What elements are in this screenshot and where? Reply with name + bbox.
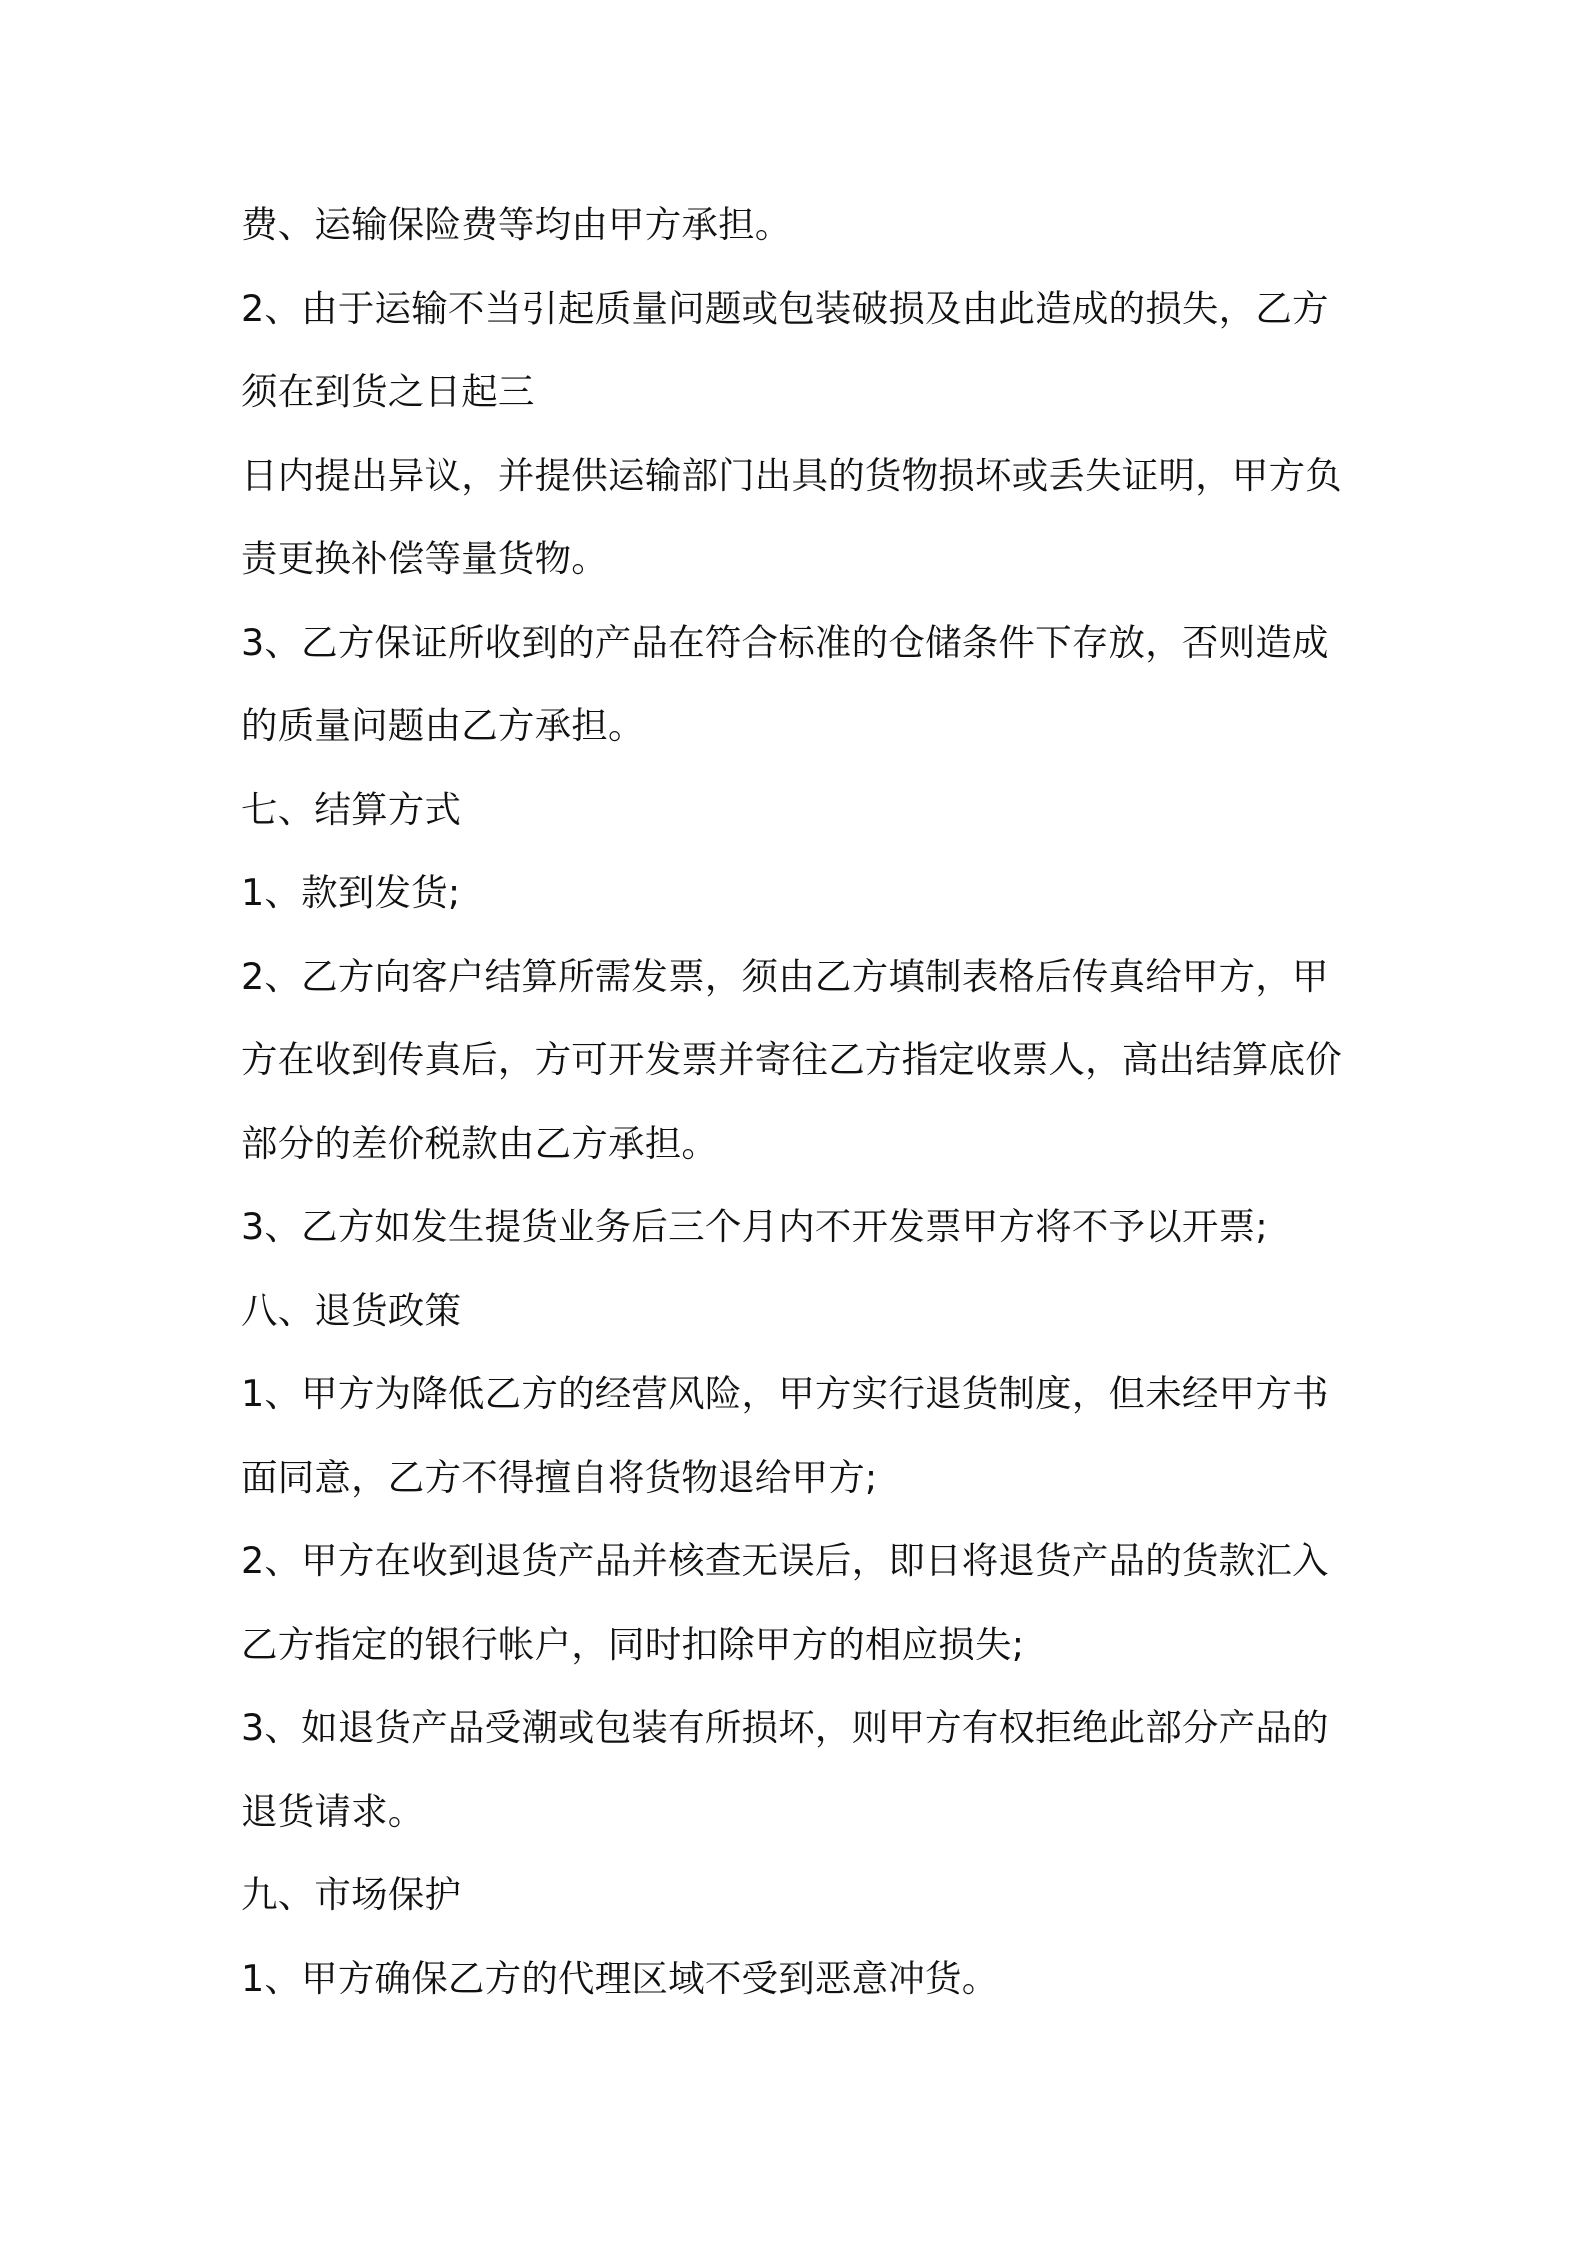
- text-line: 的质量问题由乙方承担。: [241, 704, 645, 747]
- text-line: 退货请求。: [241, 1789, 425, 1833]
- text-line: 乙方指定的银行帐户，同时扣除甲方的相应损失;: [241, 1622, 1025, 1666]
- text-line: 2、由于运输不当引起质量问题或包装破损及由此造成的损失，乙方: [241, 286, 1329, 330]
- section-heading: 九、市场保护: [241, 1873, 462, 1916]
- text-line: 方在收到传真后，方可开发票并寄往乙方指定收票人，高出结算底价: [241, 1038, 1342, 1081]
- text-line: 1、甲方为降低乙方的经营风险，甲方实行退货制度，但未经甲方书: [241, 1372, 1329, 1415]
- section-heading: 七、结算方式: [241, 787, 462, 831]
- text-line: 2、甲方在收到退货产品并核查无误后，即日将退货产品的货款汇入: [241, 1539, 1329, 1582]
- text-line: 责更换补偿等量货物。: [241, 537, 608, 580]
- text-line: 2、乙方向客户结算所需发票，须由乙方填制表格后传真给甲方，甲: [241, 954, 1329, 998]
- text-line: 1、款到发货;: [241, 871, 461, 914]
- text-line: 1、甲方确保乙方的代理区域不受到恶意冲货。: [241, 1956, 999, 2000]
- text-line: 3、乙方保证所收到的产品在符合标准的仓储条件下存放，否则造成: [241, 620, 1329, 664]
- text-line: 面同意，乙方不得擅自将货物退给甲方;: [241, 1455, 878, 1499]
- section-heading: 八、退货政策: [241, 1288, 462, 1332]
- text-line: 须在到货之日起三: [241, 370, 535, 413]
- text-line: 3、如退货产品受潮或包装有所损坏，则甲方有权拒绝此部分产品的: [241, 1706, 1329, 1749]
- text-line: 部分的差价税款由乙方承担。: [241, 1121, 719, 1165]
- document-body: [241, 195, 1361, 2032]
- text-line: 费、运输保险费等均由甲方承担。: [241, 203, 792, 246]
- text-line: 3、乙方如发生提货业务后三个月内不开发票甲方将不予以开票;: [241, 1205, 1268, 1248]
- text-line: 日内提出异议，并提供运输部门出具的货物损坏或丢失证明，甲方负: [241, 453, 1342, 497]
